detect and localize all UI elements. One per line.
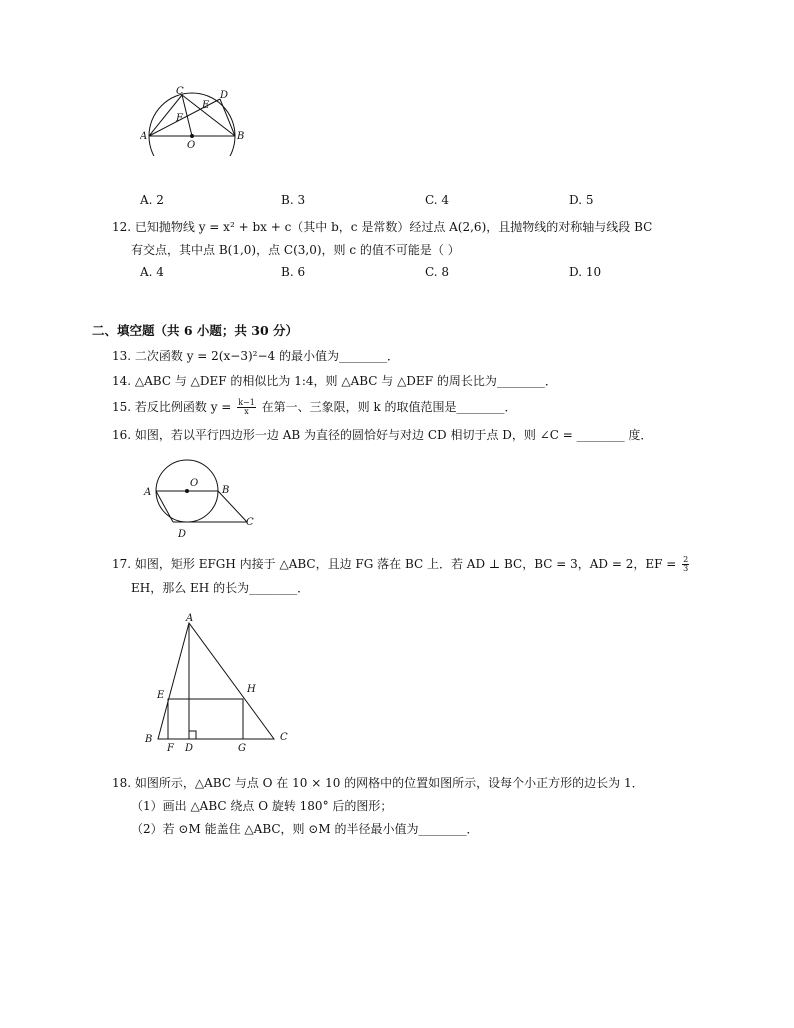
- q11-label-E: E: [202, 100, 210, 111]
- q11-circle-figure: [140, 86, 250, 156]
- q11-label-C: C: [176, 86, 184, 97]
- q17-fraction: [682, 556, 689, 573]
- q17-label-B: B: [145, 734, 153, 745]
- q11-label-A: A: [140, 131, 148, 142]
- q17-frac-num: 2: [683, 555, 689, 564]
- q17-line2: EH，那么 EH 的长为________．: [131, 581, 310, 595]
- q12-line1: 12. 已知抛物线 y = x² + bx + c（其中 b，c 是常数）经过点 A(2,6)，且抛物线的对称轴与线段 BC: [112, 220, 653, 234]
- q16-label-C: C: [246, 517, 254, 528]
- q16-text: 16. 如图，若以平行四边形一边 AB 为直径的圆恰好与对边 CD 相切于点 D，则 ∠C = ________ 度．: [112, 428, 653, 442]
- q11-option-b: B. 3: [281, 193, 306, 207]
- section-heading-fill-in: 二、填空题（共 6 小题；共 30 分）: [92, 323, 299, 338]
- q11-label-D: D: [220, 90, 229, 101]
- q17-label-H: H: [247, 684, 256, 695]
- q13-text: 13. 二次函数 y = 2(x−3)²−4 的最小值为________．: [112, 349, 399, 363]
- q17-frac-den: 3: [683, 564, 689, 573]
- q16-label-D: D: [178, 529, 187, 540]
- q12-option-c: C. 8: [425, 265, 450, 279]
- q16-label-O: O: [190, 478, 199, 489]
- q11-label-O: O: [187, 140, 196, 151]
- q15-text: [112, 399, 517, 416]
- q17-label-D: D: [185, 743, 194, 754]
- q12-option-b: B. 6: [281, 265, 306, 279]
- q15-pre: 15. 若反比例函数 y =: [112, 400, 236, 414]
- q16-label-B: B: [222, 485, 230, 496]
- q17-label-G: G: [238, 743, 246, 754]
- q15-frac-num: k−1: [238, 398, 255, 407]
- q17-label-E: E: [157, 690, 165, 701]
- q18-sub2: （2）若 ⊙M 能盖住 △ABC，则 ⊙M 的半径最小值为________．: [131, 822, 479, 836]
- q15-post: 在第一、三象限，则 k 的取值范围是________．: [257, 400, 517, 414]
- q12-option-a: A. 4: [140, 265, 164, 279]
- q11-label-F: F: [176, 113, 183, 124]
- q11-option-c: C. 4: [425, 193, 450, 207]
- q17-line1: [112, 556, 689, 573]
- q17-label-A: A: [186, 613, 194, 624]
- q15-frac-den: x: [244, 407, 249, 416]
- q17-label-C: C: [280, 732, 288, 743]
- q18-sub1: （1）画出 △ABC 绕点 O 旋转 180° 后的图形；: [131, 799, 393, 813]
- q12-line2: 有交点，其中点 B(1,0)，点 C(3,0)，则 c 的值不可能是（ ）: [131, 243, 460, 257]
- q16-figure: [140, 455, 265, 540]
- q11-option-d: D. 5: [569, 193, 594, 207]
- q11-option-a: A. 2: [140, 193, 164, 207]
- q17-label-F: F: [167, 743, 174, 754]
- q18-line1: 18. 如图所示，△ABC 与点 O 在 10 × 10 的网格中的位置如图所示，设每个小正方形的边长为 1．: [112, 776, 644, 790]
- q16-label-A: A: [144, 487, 152, 498]
- q11-label-B: B: [237, 131, 245, 142]
- q17-figure: [140, 610, 300, 755]
- q12-option-d: D. 10: [569, 265, 602, 279]
- q15-fraction: [237, 399, 256, 416]
- q14-text: 14. △ABC 与 △DEF 的相似比为 1:4，则 △ABC 与 △DEF 的周长比为________．: [112, 374, 557, 388]
- q17-line1-text: 17. 如图，矩形 EFGH 内接于 △ABC，且边 FG 落在 BC 上．若 AD ⊥ BC，BC = 3，AD = 2，EF =: [112, 557, 681, 571]
